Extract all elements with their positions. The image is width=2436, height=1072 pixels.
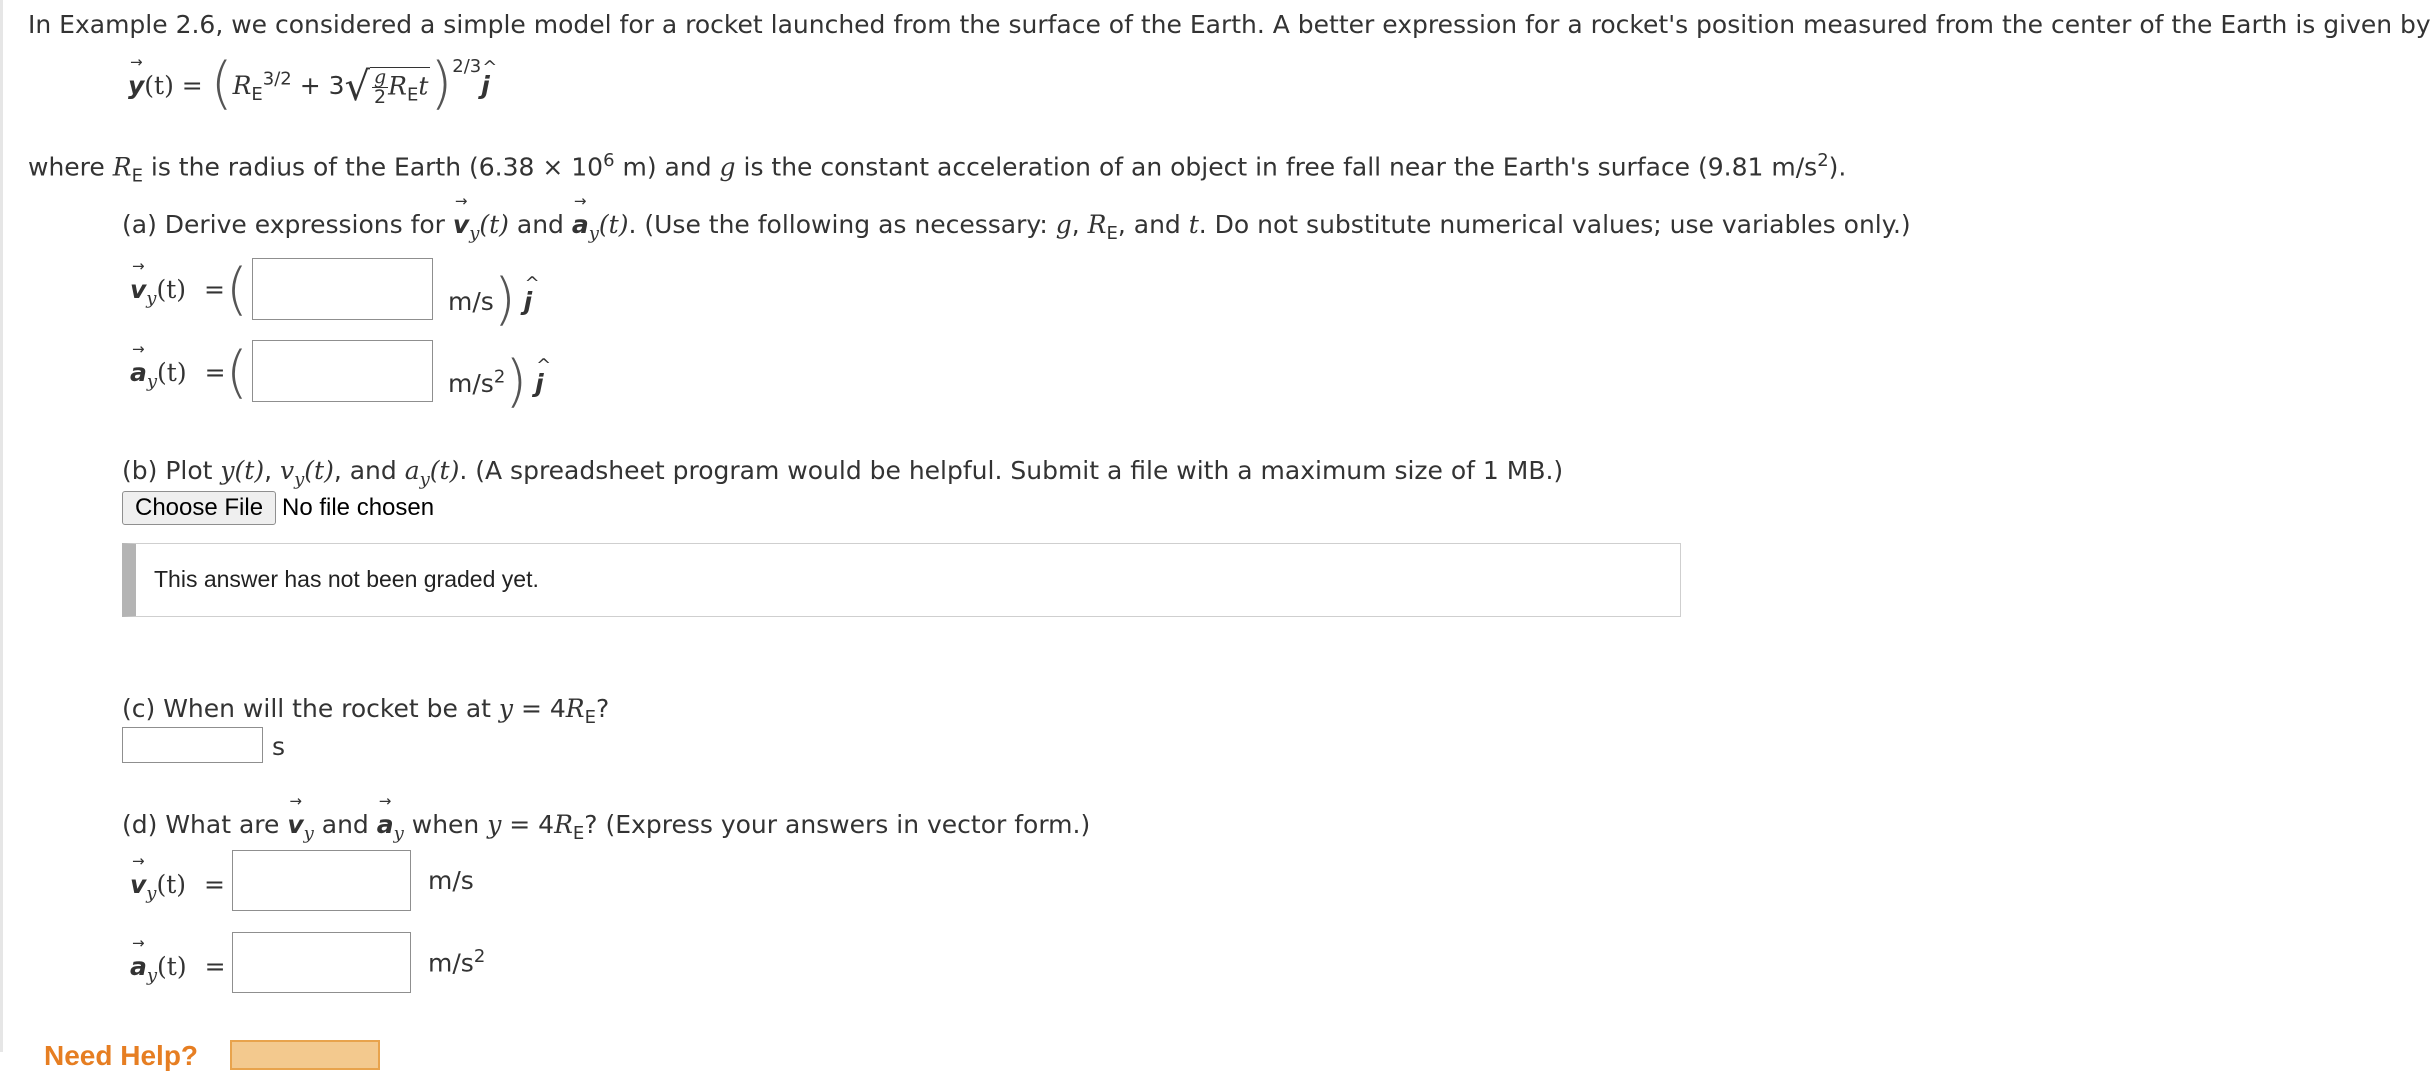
- part-c-prompt: [122, 694, 609, 728]
- part-b-arg2: (t): [304, 456, 334, 485]
- vector-y: → y: [128, 71, 144, 100]
- part-a-g: g: [1055, 210, 1072, 239]
- part-d-v-equals: =: [203, 870, 225, 899]
- part-d-asub: y: [393, 823, 404, 844]
- where-R: R: [112, 152, 132, 182]
- v-lhs-arg: (t): [156, 275, 187, 304]
- part-a-end: . Do not substitute numerical values; use variables only.): [1198, 210, 1911, 239]
- equation-exp-32: 3/2: [262, 68, 292, 90]
- acceleration-vector-input[interactable]: [232, 932, 411, 993]
- part-b-asub: y: [419, 469, 430, 490]
- part-d-and: and: [313, 810, 377, 839]
- part-d-a-lhs-sub: y: [146, 965, 158, 986]
- a-lhs-sub: y: [146, 371, 158, 392]
- arg-t: (t): [479, 210, 509, 239]
- where-mid3: is the constant acceleration of an object in free fall near the Earth's surface (9.81 m/s: [735, 152, 1818, 182]
- part-b-comma: ,: [264, 456, 280, 485]
- part-b-prompt: [122, 456, 1563, 490]
- part-d-vector-v: → v: [287, 810, 303, 839]
- part-d-v-lhs-sub: y: [146, 883, 157, 904]
- part-b-a: a: [404, 456, 420, 485]
- part-d-acceleration-unit-exp: 2: [473, 946, 486, 967]
- velocity-unit-text: m/s: [448, 287, 494, 316]
- vector-a: → a: [572, 210, 589, 239]
- part-d-a-arg: (t): [157, 952, 187, 981]
- arg-t2: (t): [598, 210, 629, 239]
- part-d-v-arg: (t): [156, 870, 187, 899]
- part-a-and-t: , and: [1117, 210, 1189, 239]
- where-E-sub: E: [131, 165, 143, 187]
- part-d-a-label: [130, 952, 226, 986]
- part-d-prompt: [122, 810, 1090, 844]
- a-paren-right: ): [505, 349, 528, 414]
- part-d-pre: (d) What are: [122, 810, 288, 839]
- part-c-pre: (c) When will the rocket be at: [122, 694, 499, 723]
- part-c-y: y: [498, 694, 514, 723]
- acceleration-unit-exp: 2: [493, 366, 506, 388]
- problem-intro: In Example 2.6, we considered a simple model for a rocket launched from the surface of the Earth. A better expression for a rocket's position measured from the center of the Earth is given by: [28, 10, 2431, 39]
- velocity-input[interactable]: [252, 258, 433, 320]
- part-b-arg3: (t): [429, 456, 460, 485]
- equation-exp-23: 2/3: [452, 56, 482, 77]
- part-d-a-equals: =: [204, 952, 226, 981]
- part-d-a-lhs: → a: [130, 952, 147, 981]
- part-a-prompt: [122, 210, 1911, 244]
- part-a-post: . (Use the following as necessary:: [628, 210, 1056, 239]
- part-a-comma: ,: [1071, 210, 1088, 239]
- where-end: ).: [1828, 152, 1847, 182]
- part-b-v: v: [279, 456, 295, 485]
- where-pre: where: [28, 152, 113, 182]
- vector-v: → v: [453, 210, 469, 239]
- part-b-y: y: [220, 456, 235, 485]
- part-b-arg1: (t): [234, 456, 265, 485]
- vector-a-lhs: → a: [130, 358, 147, 387]
- velocity-unit: [448, 267, 533, 332]
- acceleration-unit-text: m/s: [448, 369, 494, 398]
- part-d-v-label: [130, 870, 225, 904]
- part-a-and: and: [508, 210, 572, 239]
- part-d-velocity-unit: m/s: [428, 866, 474, 895]
- where-sentence: [28, 150, 1846, 186]
- a-equals: =: [204, 358, 226, 387]
- part-c-E: E: [584, 707, 596, 728]
- part-d-v-lhs: → v: [130, 870, 146, 899]
- part-a-pre: (a) Derive expressions for: [122, 210, 453, 239]
- part-b-pre: (b) Plot: [122, 456, 221, 485]
- part-a-E: E: [1106, 223, 1118, 244]
- grading-status-text: This answer has not been graded yet.: [154, 566, 539, 592]
- where-mid2: m) and: [614, 152, 720, 182]
- sqrt-symbol: √: [344, 64, 370, 110]
- paren-left: (: [210, 51, 233, 116]
- grading-status: [122, 543, 1681, 617]
- acceleration-unit: [448, 349, 544, 414]
- no-file-chosen: No file chosen: [282, 494, 435, 521]
- part-d-eq: = 4: [501, 810, 555, 839]
- part-d-R: R: [554, 810, 573, 839]
- part-d-when: when: [403, 810, 488, 839]
- where-mid: is the radius of the Earth (6.38 × 10: [142, 152, 604, 182]
- part-d-acceleration-unit: [428, 946, 485, 977]
- part-d-post: ? (Express your answers in vector form.): [584, 810, 1091, 839]
- equation-E-sub: E: [251, 84, 263, 105]
- read-it-button[interactable]: [230, 1040, 380, 1070]
- part-c-eq: = 4: [513, 694, 566, 723]
- velocity-j-hat: ^ j: [524, 287, 533, 316]
- time-unit: s: [272, 732, 286, 761]
- choose-file-button[interactable]: Choose File: [122, 491, 276, 525]
- fraction-g-over-2: [372, 68, 388, 107]
- part-c-R: R: [565, 694, 585, 723]
- velocity-vector-input[interactable]: [232, 850, 411, 911]
- part-d-y: y: [487, 810, 502, 839]
- sqrt-body: [370, 67, 430, 107]
- unit-vector-j: ^ j: [481, 71, 490, 100]
- vector-v-lhs: → v: [130, 275, 146, 304]
- part-b-post: . (A spreadsheet program would be helpful. Submit a file with a maximum size of 1 MB.): [459, 456, 1564, 485]
- part-a-R: R: [1087, 210, 1107, 239]
- equation-arg: (t) =: [144, 71, 203, 100]
- fraction-denominator: 2: [374, 86, 387, 108]
- part-d-acceleration-unit-text: m/s: [428, 948, 474, 978]
- v-paren-right: ): [493, 267, 516, 332]
- left-border: [0, 0, 3, 1052]
- equation-E2-sub: E: [407, 84, 419, 106]
- part-a-a-label: [130, 358, 226, 392]
- equation-R2: R: [388, 71, 407, 101]
- part-b-vsub: y: [294, 469, 305, 490]
- v-sub: y: [469, 223, 480, 244]
- where-g: g: [719, 152, 736, 182]
- part-d-vector-a: → a: [377, 810, 394, 839]
- paren-right: ): [430, 51, 453, 116]
- part-a-v-label: [130, 275, 225, 309]
- equation-t: t: [418, 71, 429, 101]
- position-equation: [128, 51, 490, 116]
- part-b-and: , and: [333, 456, 405, 485]
- where-exp6: 6: [603, 150, 615, 171]
- acceleration-j-hat: ^ j: [535, 369, 544, 398]
- v-lhs-sub: y: [146, 288, 157, 309]
- a-paren-left: (: [226, 340, 248, 405]
- part-a-t: t: [1188, 210, 1199, 239]
- v-paren-left: (: [226, 257, 248, 322]
- v-equals: =: [203, 275, 225, 304]
- time-input[interactable]: [122, 727, 263, 763]
- where-exp2: 2: [1817, 150, 1829, 171]
- part-d-vsub: y: [303, 823, 314, 844]
- equation-plus-3: + 3: [299, 71, 345, 100]
- need-help-label: Need Help?: [44, 1040, 199, 1071]
- part-d-E: E: [572, 823, 585, 844]
- equation-R: R: [232, 71, 252, 100]
- fraction-numerator: g: [374, 66, 387, 88]
- a-lhs-arg: (t): [157, 358, 187, 387]
- acceleration-input[interactable]: [252, 340, 433, 402]
- part-c-end: ?: [595, 694, 610, 723]
- a-sub: y: [588, 223, 599, 244]
